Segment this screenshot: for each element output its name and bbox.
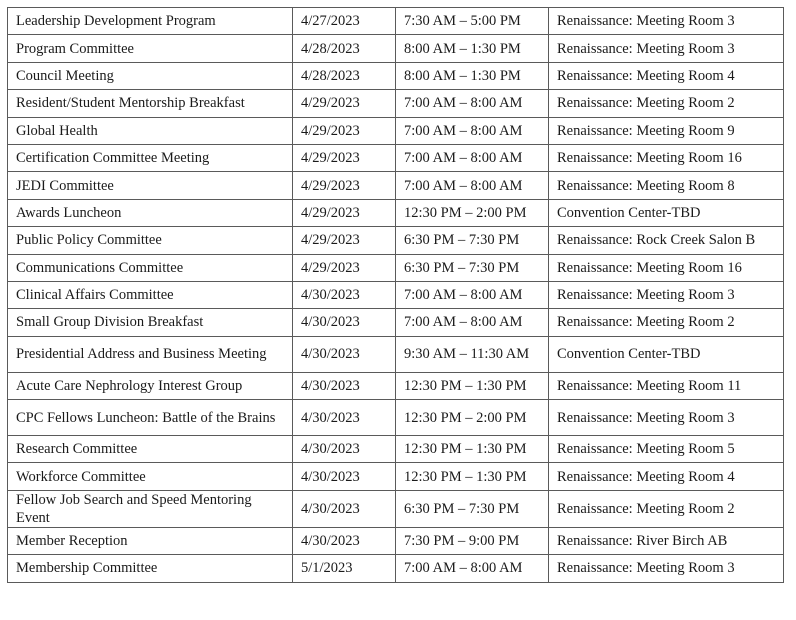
event-name-cell: Certification Committee Meeting bbox=[8, 144, 293, 171]
table-row bbox=[8, 555, 784, 582]
time-cell: 7:00 AM – 8:00 AM bbox=[396, 172, 549, 199]
location-cell: Renaissance: Meeting Room 3 bbox=[549, 400, 784, 436]
date-cell: 4/30/2023 bbox=[293, 400, 396, 436]
location-cell: Renaissance: Meeting Room 16 bbox=[549, 144, 784, 171]
location-cell: Renaissance: Meeting Room 11 bbox=[549, 372, 784, 399]
date-cell: 4/29/2023 bbox=[293, 199, 396, 226]
location-cell: Renaissance: Meeting Room 4 bbox=[549, 62, 784, 89]
event-name-cell: Clinical Affairs Committee bbox=[8, 281, 293, 308]
location-cell: Renaissance: Meeting Room 2 bbox=[549, 309, 784, 336]
time-cell: 7:00 AM – 8:00 AM bbox=[396, 90, 549, 117]
event-name-cell: JEDI Committee bbox=[8, 172, 293, 199]
event-name-cell: Membership Committee bbox=[8, 555, 293, 582]
time-cell: 12:30 PM – 1:30 PM bbox=[396, 436, 549, 463]
table-row bbox=[8, 372, 784, 399]
date-cell: 4/27/2023 bbox=[293, 8, 396, 35]
date-cell: 4/30/2023 bbox=[293, 372, 396, 399]
event-name-cell: Communications Committee bbox=[8, 254, 293, 281]
event-name-cell: Acute Care Nephrology Interest Group bbox=[8, 372, 293, 399]
event-name-cell: Small Group Division Breakfast bbox=[8, 309, 293, 336]
event-name-cell: Resident/Student Mentorship Breakfast bbox=[8, 90, 293, 117]
date-cell: 4/30/2023 bbox=[293, 436, 396, 463]
time-cell: 7:00 AM – 8:00 AM bbox=[396, 144, 549, 171]
time-cell: 12:30 PM – 1:30 PM bbox=[396, 372, 549, 399]
event-name-cell: Workforce Committee bbox=[8, 463, 293, 490]
time-cell: 6:30 PM – 7:30 PM bbox=[396, 490, 549, 527]
location-cell: Convention Center-TBD bbox=[549, 199, 784, 226]
time-cell: 7:00 AM – 8:00 AM bbox=[396, 555, 549, 582]
date-cell: 4/29/2023 bbox=[293, 117, 396, 144]
location-cell: Renaissance: Meeting Room 9 bbox=[549, 117, 784, 144]
table-row bbox=[8, 8, 784, 35]
table-row bbox=[8, 144, 784, 171]
table-row bbox=[8, 172, 784, 199]
table-row bbox=[8, 463, 784, 490]
location-cell: Renaissance: Meeting Room 5 bbox=[549, 436, 784, 463]
event-name-cell: CPC Fellows Luncheon: Battle of the Brains bbox=[8, 400, 293, 436]
table-row bbox=[8, 309, 784, 336]
date-cell: 4/30/2023 bbox=[293, 527, 396, 554]
time-cell: 6:30 PM – 7:30 PM bbox=[396, 227, 549, 254]
table-row bbox=[8, 35, 784, 62]
table-row bbox=[8, 90, 784, 117]
table-row bbox=[8, 254, 784, 281]
location-cell: Renaissance: Meeting Room 3 bbox=[549, 281, 784, 308]
location-cell: Renaissance: Meeting Room 4 bbox=[549, 463, 784, 490]
event-name-cell: Public Policy Committee bbox=[8, 227, 293, 254]
time-cell: 8:00 AM – 1:30 PM bbox=[396, 62, 549, 89]
time-cell: 12:30 PM – 1:30 PM bbox=[396, 463, 549, 490]
time-cell: 7:00 AM – 8:00 AM bbox=[396, 281, 549, 308]
table-row bbox=[8, 490, 784, 527]
table-row bbox=[8, 227, 784, 254]
time-cell: 6:30 PM – 7:30 PM bbox=[396, 254, 549, 281]
event-name-cell: Fellow Job Search and Speed Mentoring Event bbox=[8, 490, 293, 527]
date-cell: 5/1/2023 bbox=[293, 555, 396, 582]
date-cell: 4/28/2023 bbox=[293, 62, 396, 89]
event-name-cell: Awards Luncheon bbox=[8, 199, 293, 226]
event-name-cell: Council Meeting bbox=[8, 62, 293, 89]
date-cell: 4/29/2023 bbox=[293, 254, 396, 281]
location-cell: Renaissance: Meeting Room 3 bbox=[549, 35, 784, 62]
event-name-cell: Research Committee bbox=[8, 436, 293, 463]
time-cell: 7:30 PM – 9:00 PM bbox=[396, 527, 549, 554]
schedule-table bbox=[7, 7, 784, 583]
time-cell: 7:00 AM – 8:00 AM bbox=[396, 309, 549, 336]
table-row bbox=[8, 436, 784, 463]
time-cell: 7:00 AM – 8:00 AM bbox=[396, 117, 549, 144]
location-cell: Renaissance: Meeting Room 3 bbox=[549, 555, 784, 582]
location-cell: Renaissance: Meeting Room 8 bbox=[549, 172, 784, 199]
table-row bbox=[8, 527, 784, 554]
location-cell: Renaissance: Meeting Room 16 bbox=[549, 254, 784, 281]
table-row bbox=[8, 117, 784, 144]
event-name-cell: Member Reception bbox=[8, 527, 293, 554]
date-cell: 4/29/2023 bbox=[293, 90, 396, 117]
location-cell: Renaissance: Meeting Room 3 bbox=[549, 8, 784, 35]
date-cell: 4/29/2023 bbox=[293, 172, 396, 199]
time-cell: 12:30 PM – 2:00 PM bbox=[396, 400, 549, 436]
location-cell: Renaissance: Meeting Room 2 bbox=[549, 490, 784, 527]
date-cell: 4/30/2023 bbox=[293, 336, 396, 372]
location-cell: Renaissance: Meeting Room 2 bbox=[549, 90, 784, 117]
location-cell: Renaissance: Rock Creek Salon B bbox=[549, 227, 784, 254]
location-cell: Renaissance: River Birch AB bbox=[549, 527, 784, 554]
date-cell: 4/30/2023 bbox=[293, 309, 396, 336]
location-cell: Convention Center-TBD bbox=[549, 336, 784, 372]
event-name-cell: Global Health bbox=[8, 117, 293, 144]
event-name-cell: Program Committee bbox=[8, 35, 293, 62]
event-name-cell: Presidential Address and Business Meeting bbox=[8, 336, 293, 372]
time-cell: 7:30 AM – 5:00 PM bbox=[396, 8, 549, 35]
table-row bbox=[8, 281, 784, 308]
date-cell: 4/30/2023 bbox=[293, 463, 396, 490]
time-cell: 8:00 AM – 1:30 PM bbox=[396, 35, 549, 62]
table-row bbox=[8, 62, 784, 89]
time-cell: 9:30 AM – 11:30 AM bbox=[396, 336, 549, 372]
table-row bbox=[8, 400, 784, 436]
date-cell: 4/29/2023 bbox=[293, 227, 396, 254]
date-cell: 4/28/2023 bbox=[293, 35, 396, 62]
date-cell: 4/30/2023 bbox=[293, 281, 396, 308]
date-cell: 4/29/2023 bbox=[293, 144, 396, 171]
table-row bbox=[8, 199, 784, 226]
time-cell: 12:30 PM – 2:00 PM bbox=[396, 199, 549, 226]
date-cell: 4/30/2023 bbox=[293, 490, 396, 527]
event-name-cell: Leadership Development Program bbox=[8, 8, 293, 35]
table-row bbox=[8, 336, 784, 372]
